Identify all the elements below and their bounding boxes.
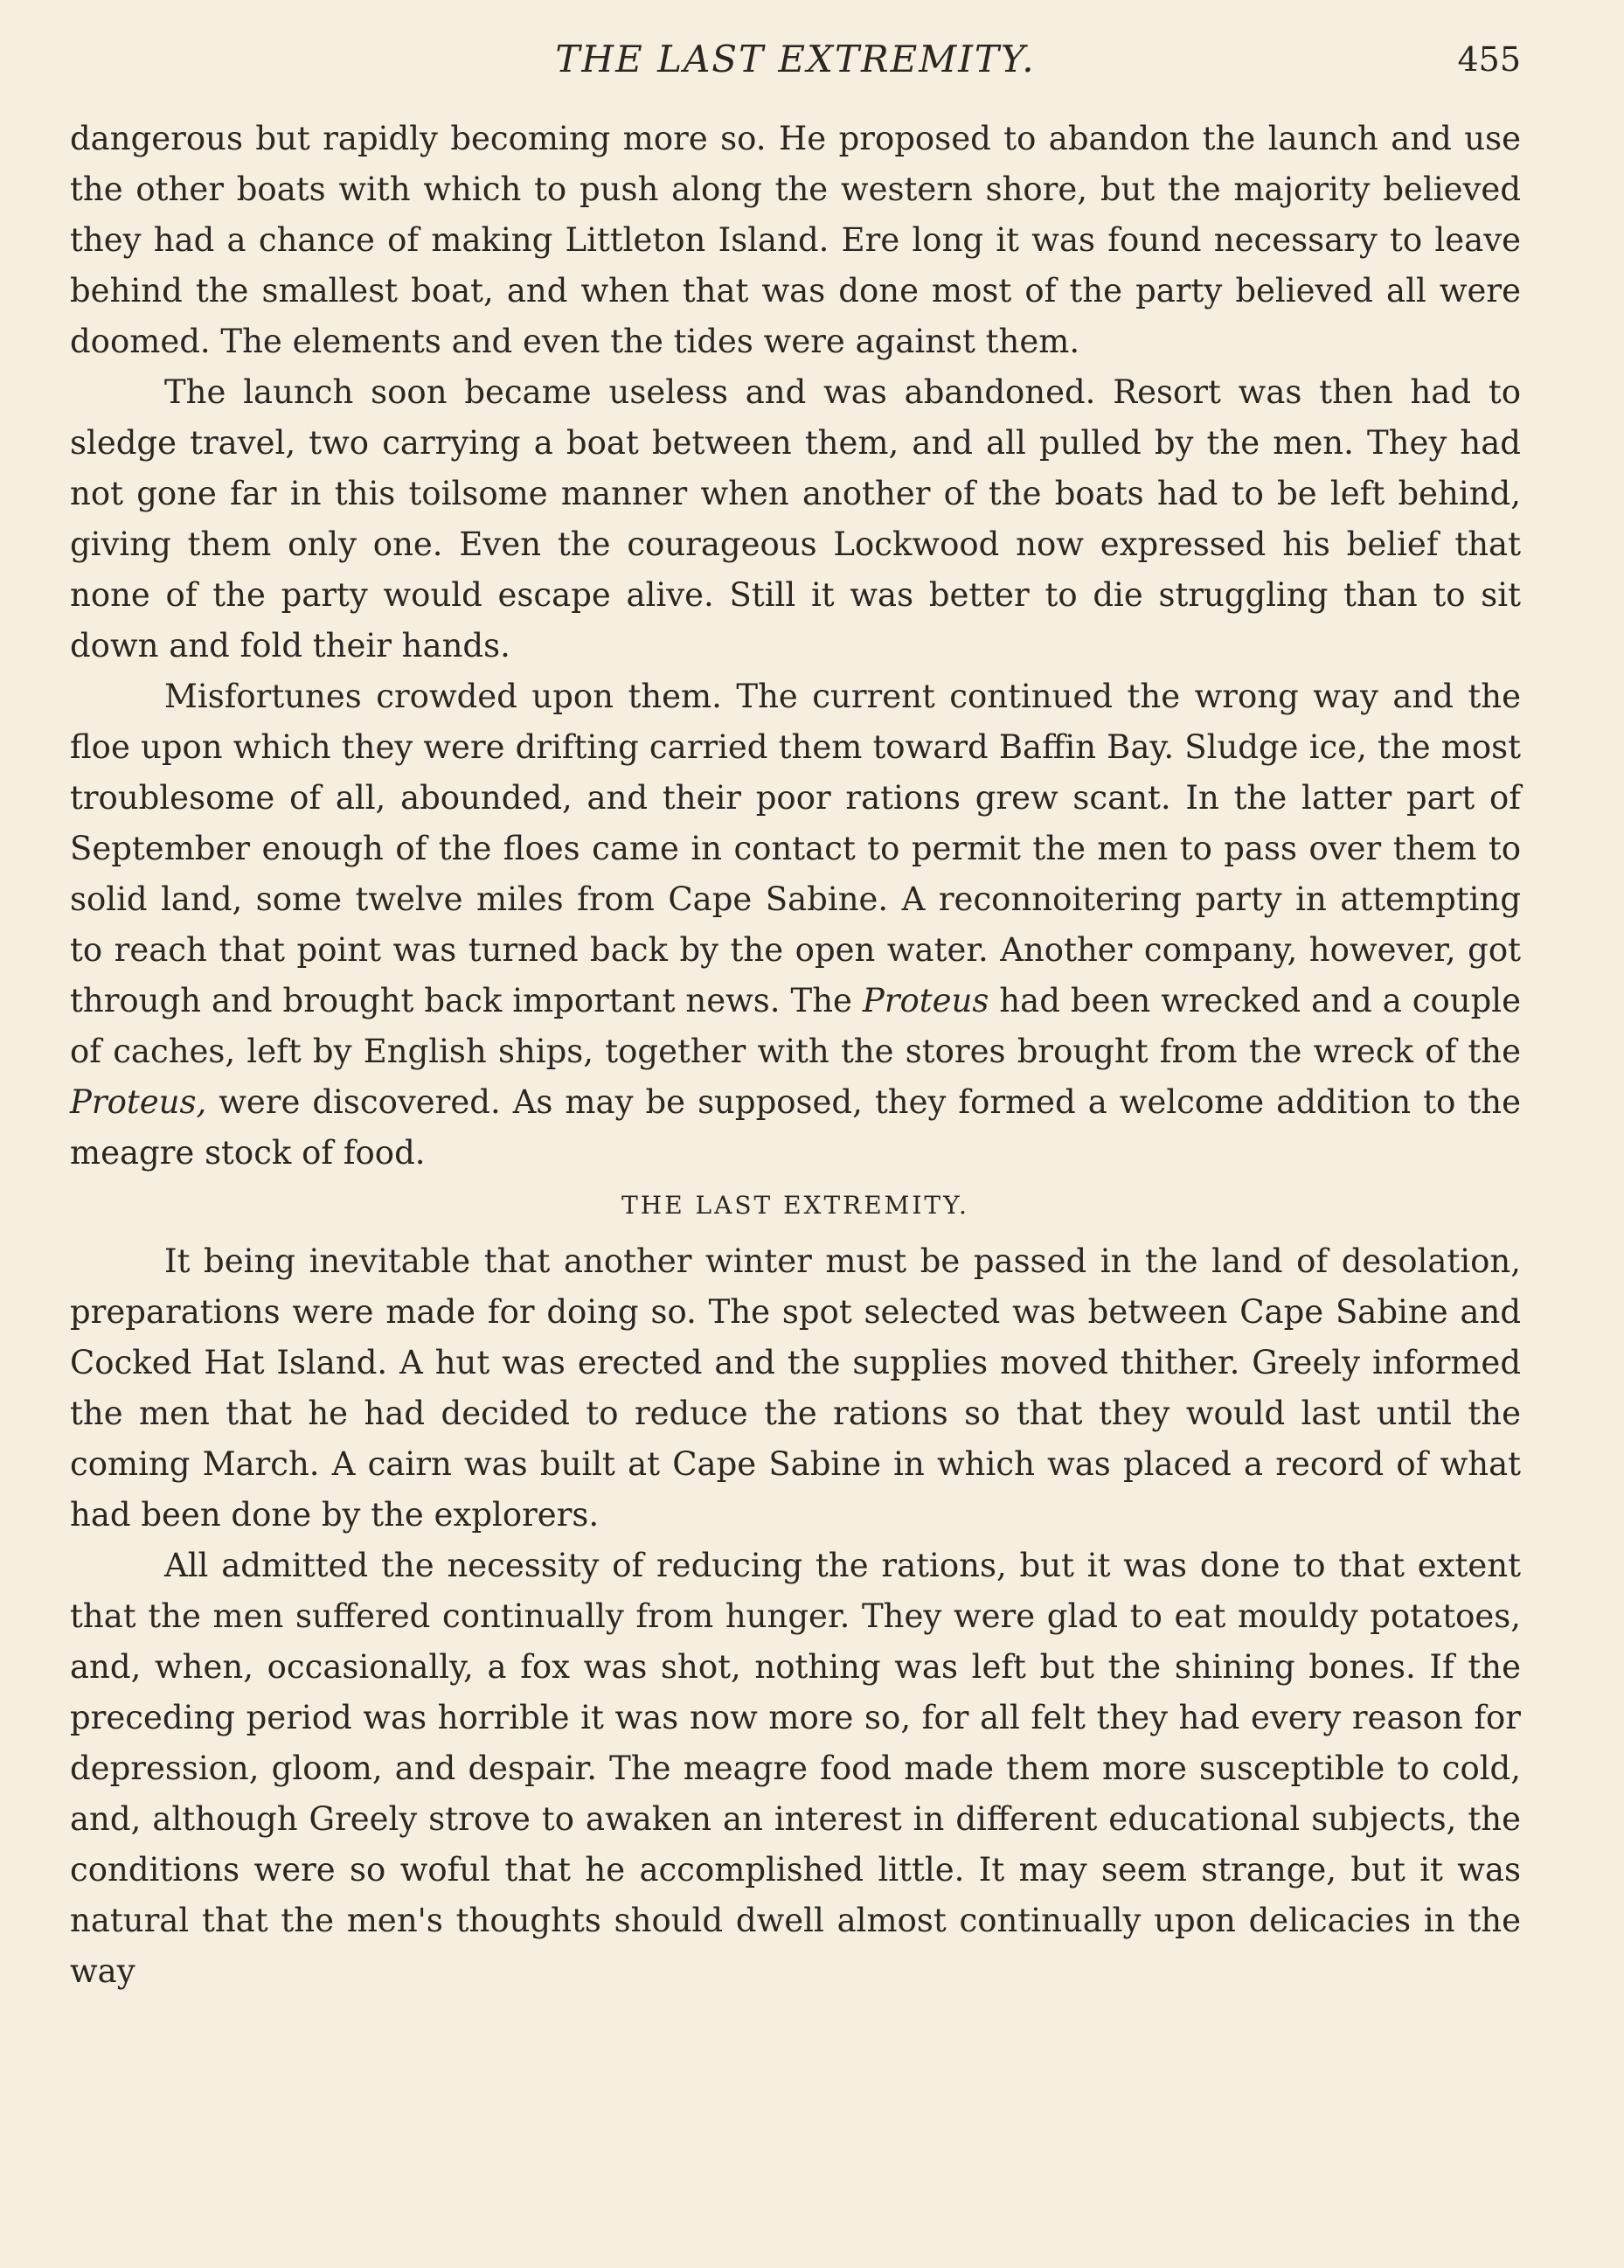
paragraph-5: All admitted the necessity of reducing the rations, but it was done to that extent that the men suffered continually from hunger. They were glad to eat mouldy potatoes, and, when, occasionally, a fox was shot, nothing was left but the shining bones. If the preceding period was horrible it was now more so, for all felt they had every reason for depression, gloom, and despair. The meagre food made them more susceptible to cold, and, although Greely strove to awaken an interest in different educational subjects, the conditions were so woful that he accomplished little. It may seem strange, but it was natural that the men's thoughts should dwell almost continually upon delicacies in the way (70, 1547, 1521, 1990)
ship-name-proteus-2: Proteus, (70, 1083, 207, 1121)
paragraph-3-text-1: Misfortunes crowded upon them. The current continued the wrong way and the floe upon which they were drifting carried them toward Baffin Bay. Sludge ice, the most troublesome of all, abounded, and their poor rations grew scant. In the latter part of September enough of the floes came in contact to permit the men to pass over them to solid land, some twelve miles from Cape Sabine. A reconnoitering party in attempting to reach that point was turned back by the open water. Another company, however, got through and brought back important news. The (70, 678, 1521, 1019)
paragraph-3-text-2: had been wrecked and a couple of caches, left by English ships, together with the stores brought from the wreck of the (70, 982, 1521, 1070)
body-text (70, 114, 1521, 1997)
paragraph-2: The launch soon became useless and was abandoned. Resort was then had to sledge travel, two carrying a boat between them, and all pulled by the men. They had not gone far in this toilsome manner when another of the boats had to be left behind, giving them only one. Even the courageous Lockwood now expressed his belief that none of the party would escape alive. Still it was better to die struggling than to sit down and fold their hands. (70, 373, 1521, 664)
paragraph-3-text-3: were discovered. As may be supposed, they formed a welcome addition to the meagre stock of food. (70, 1083, 1521, 1172)
running-head (70, 33, 1521, 86)
paragraph-3 (70, 671, 1521, 1179)
paragraph-1: dangerous but rapidly becoming more so. He proposed to abandon the launch and use the other boats with which to push along the western shore, but the majority believed they had a chance of making Littleton Island. Ere long it was found necessary to leave behind the smallest boat, and when that was done most of the party believed all were doomed. The elements and even the tides were against them. (70, 120, 1521, 360)
paragraph-4: It being inevitable that another winter must be passed in the land of desolation, preparations were made for doing so. The spot selected was between Cape Sabine and Cocked Hat Island. A hut was erected and the supplies moved thither. Greely informed the men that he had decided to reduce the rations so that they would last until the coming March. A cairn was built at Cape Sabine in which was placed a record of what had been done by the explorers. (70, 1242, 1521, 1534)
page-number: 455 (1457, 40, 1521, 79)
running-title: THE LAST EXTREMITY. (555, 38, 1036, 80)
ship-name-proteus: Proteus (862, 982, 989, 1019)
section-heading: THE LAST EXTREMITY. (621, 1191, 969, 1220)
